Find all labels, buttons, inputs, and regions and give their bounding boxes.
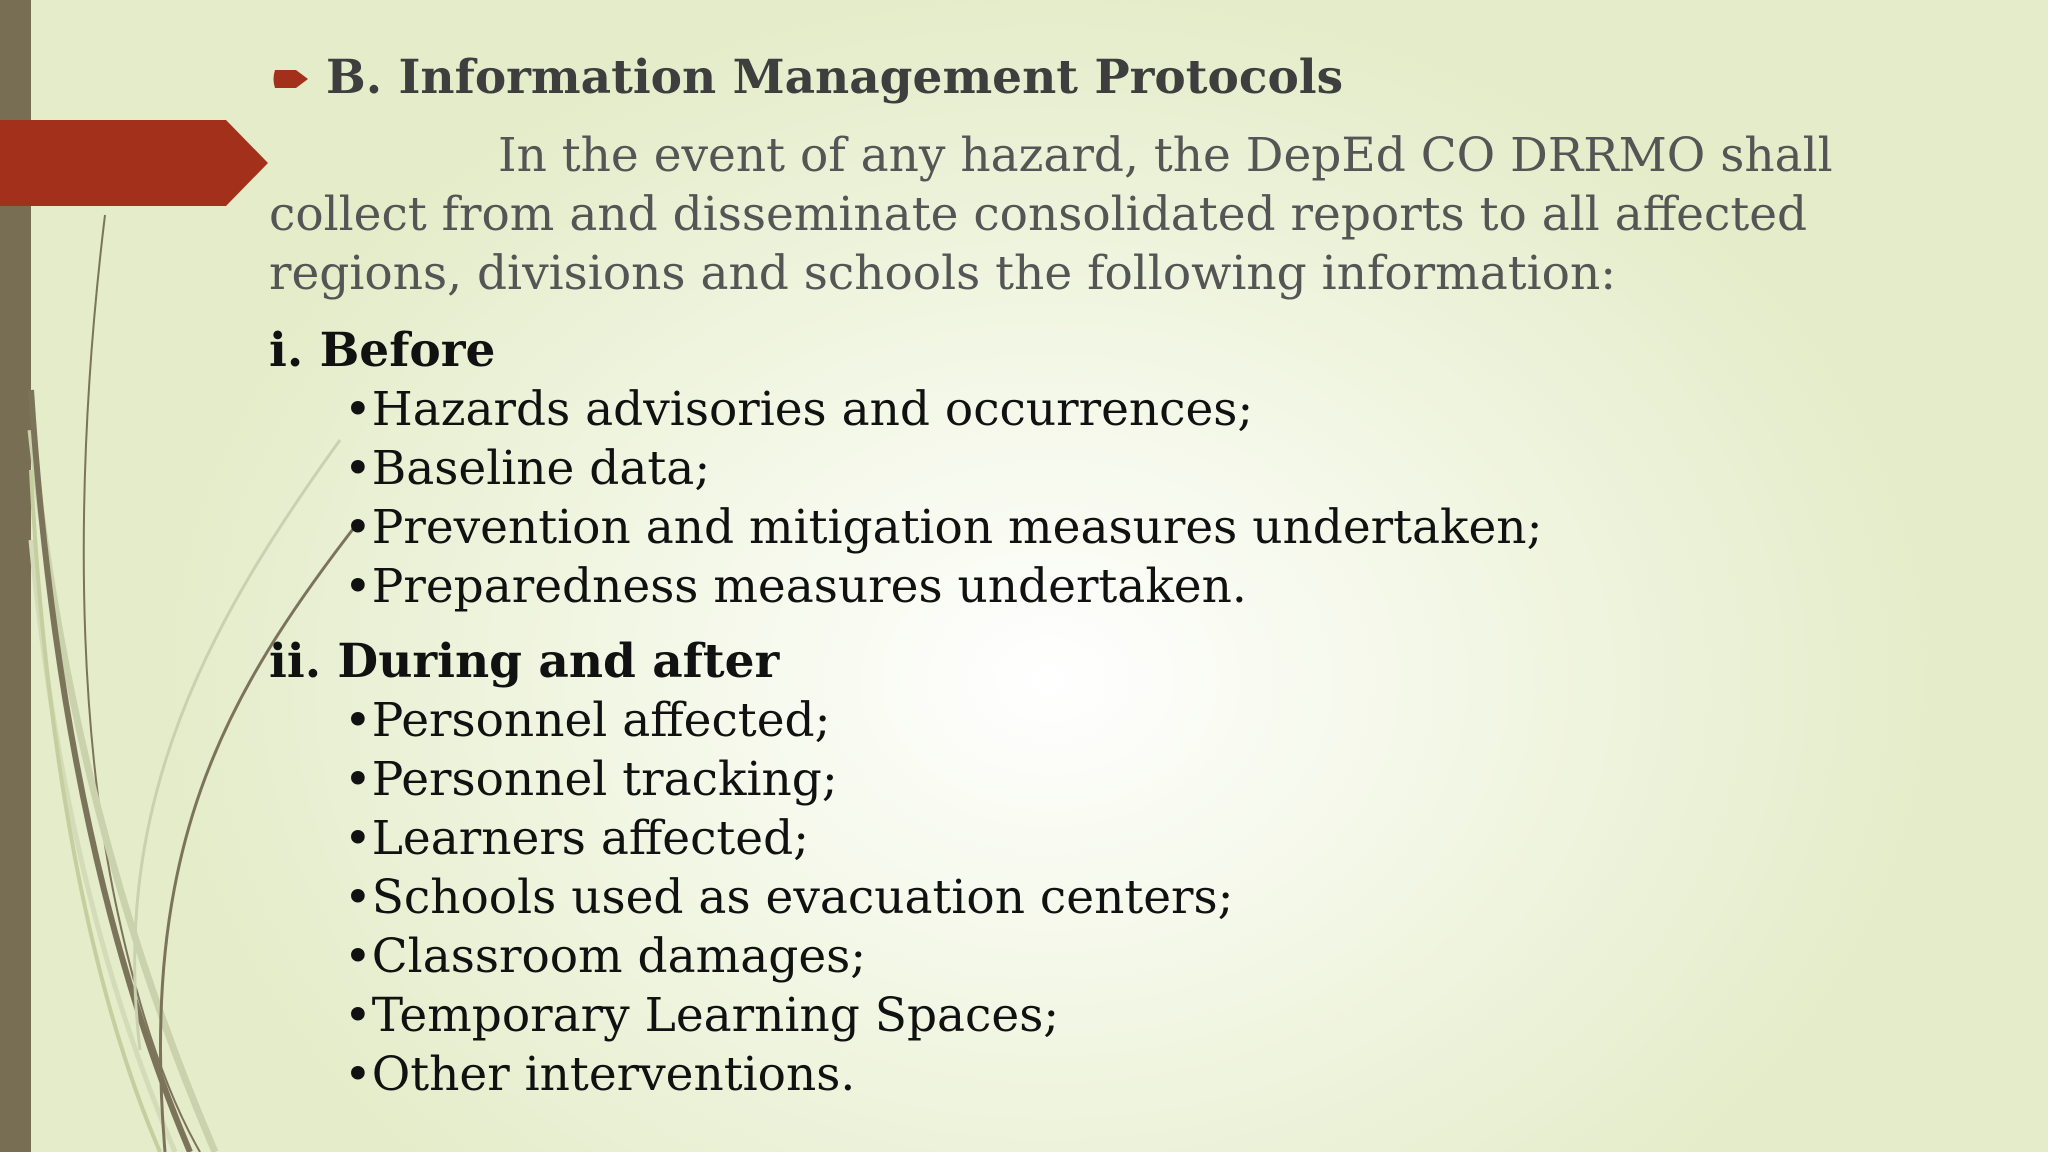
list-item: •Hazards advisories and occurrences; [344, 382, 1254, 437]
list-item: •Preparedness measures undertaken. [344, 559, 1247, 614]
section-heading-before: i. Before [269, 323, 496, 378]
list-item: •Prevention and mitigation measures undertaken; [344, 500, 1543, 555]
section-heading-during-after: ii. During and after [269, 634, 780, 689]
list-item: •Other interventions. [344, 1047, 856, 1102]
slide-title: B. Information Management Protocols [326, 50, 1344, 105]
list-item: •Classroom damages; [344, 929, 867, 984]
red-arrow-banner [0, 120, 270, 206]
list-item: •Temporary Learning Spaces; [344, 988, 1060, 1043]
intro-line: collect from and disseminate consolidated reports to all affected [269, 187, 1808, 242]
arrow-bullet-icon [272, 68, 310, 90]
intro-line: regions, divisions and schools the following information: [269, 246, 1617, 301]
intro-line: In the event of any hazard, the DepEd CO DRRMO shall [498, 128, 1833, 183]
list-item: •Baseline data; [344, 441, 711, 496]
list-item: •Personnel tracking; [344, 752, 838, 807]
list-item: •Personnel affected; [344, 693, 831, 748]
list-item: •Learners affected; [344, 811, 810, 866]
list-item: •Schools used as evacuation centers; [344, 870, 1234, 925]
